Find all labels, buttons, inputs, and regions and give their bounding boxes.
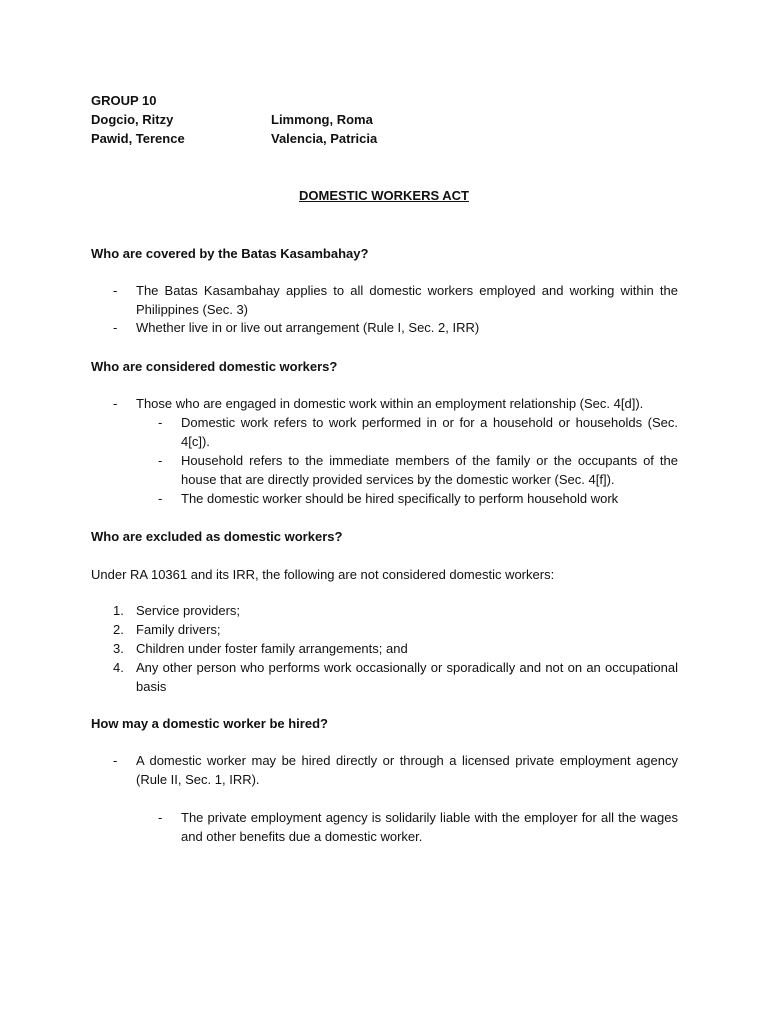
document-title: DOMESTIC WORKERS ACT: [299, 188, 469, 203]
group-label: GROUP 10: [91, 93, 157, 108]
list-number: 2.: [113, 622, 124, 637]
sub-bullet-dash: -: [158, 491, 163, 506]
section-intro: Under RA 10361 and its IRR, the following are not considered domestic workers:: [91, 567, 555, 582]
list-number: 1.: [113, 603, 124, 618]
sub-list-item: Domestic work refers to work performed in or for a household or households (Sec. 4[c]).: [181, 415, 678, 449]
numbered-item: Family drivers;: [136, 622, 221, 637]
numbered-item: Children under foster family arrangements; and: [136, 641, 408, 656]
bullet-dash: -: [113, 283, 118, 298]
bullet-dash: -: [113, 753, 118, 768]
section-heading: How may a domestic worker be hired?: [91, 716, 328, 731]
list-item: Whether live in or live out arrangement (Rule I, Sec. 2, IRR): [136, 320, 480, 335]
sub-bullet-dash: -: [158, 415, 163, 430]
section-heading: Who are covered by the Batas Kasambahay?: [91, 246, 369, 261]
bullet-dash: -: [113, 320, 118, 335]
sub-bullet-dash: -: [158, 453, 163, 468]
sub-list-item: The domestic worker should be hired specifically to perform household work: [181, 491, 619, 506]
member-name: Dogcio, Ritzy: [91, 112, 174, 127]
list-item: A domestic worker may be hired directly or through a licensed private employment agency (Rule II, Sec. 1, IRR).: [136, 753, 678, 787]
list-number: 4.: [113, 660, 124, 675]
member-name: Pawid, Terence: [91, 131, 185, 146]
list-item: The Batas Kasambahay applies to all domestic workers employed and working within the Philippines (Sec. 3): [136, 283, 678, 317]
numbered-item: Service providers;: [136, 603, 241, 618]
list-item: Those who are engaged in domestic work within an employment relationship (Sec. 4[d]).: [136, 396, 644, 411]
sub-list-item: The private employment agency is solidarily liable with the employer for all the wages and other benefits due a domestic worker.: [181, 810, 678, 844]
member-name: Limmong, Roma: [271, 112, 373, 127]
member-name: Valencia, Patricia: [271, 131, 378, 146]
numbered-item: Any other person who performs work occasionally or sporadically and not on an occupational basis: [136, 660, 678, 694]
list-number: 3.: [113, 641, 124, 656]
section-heading: Who are considered domestic workers?: [91, 359, 338, 374]
section-heading: Who are excluded as domestic workers?: [91, 529, 343, 544]
sub-list-item: Household refers to the immediate members of the family or the occupants of the house that are directly provided services by the domestic worker (Sec. 4[f]).: [181, 453, 678, 487]
sub-bullet-dash: -: [158, 810, 163, 825]
bullet-dash: -: [113, 396, 118, 411]
